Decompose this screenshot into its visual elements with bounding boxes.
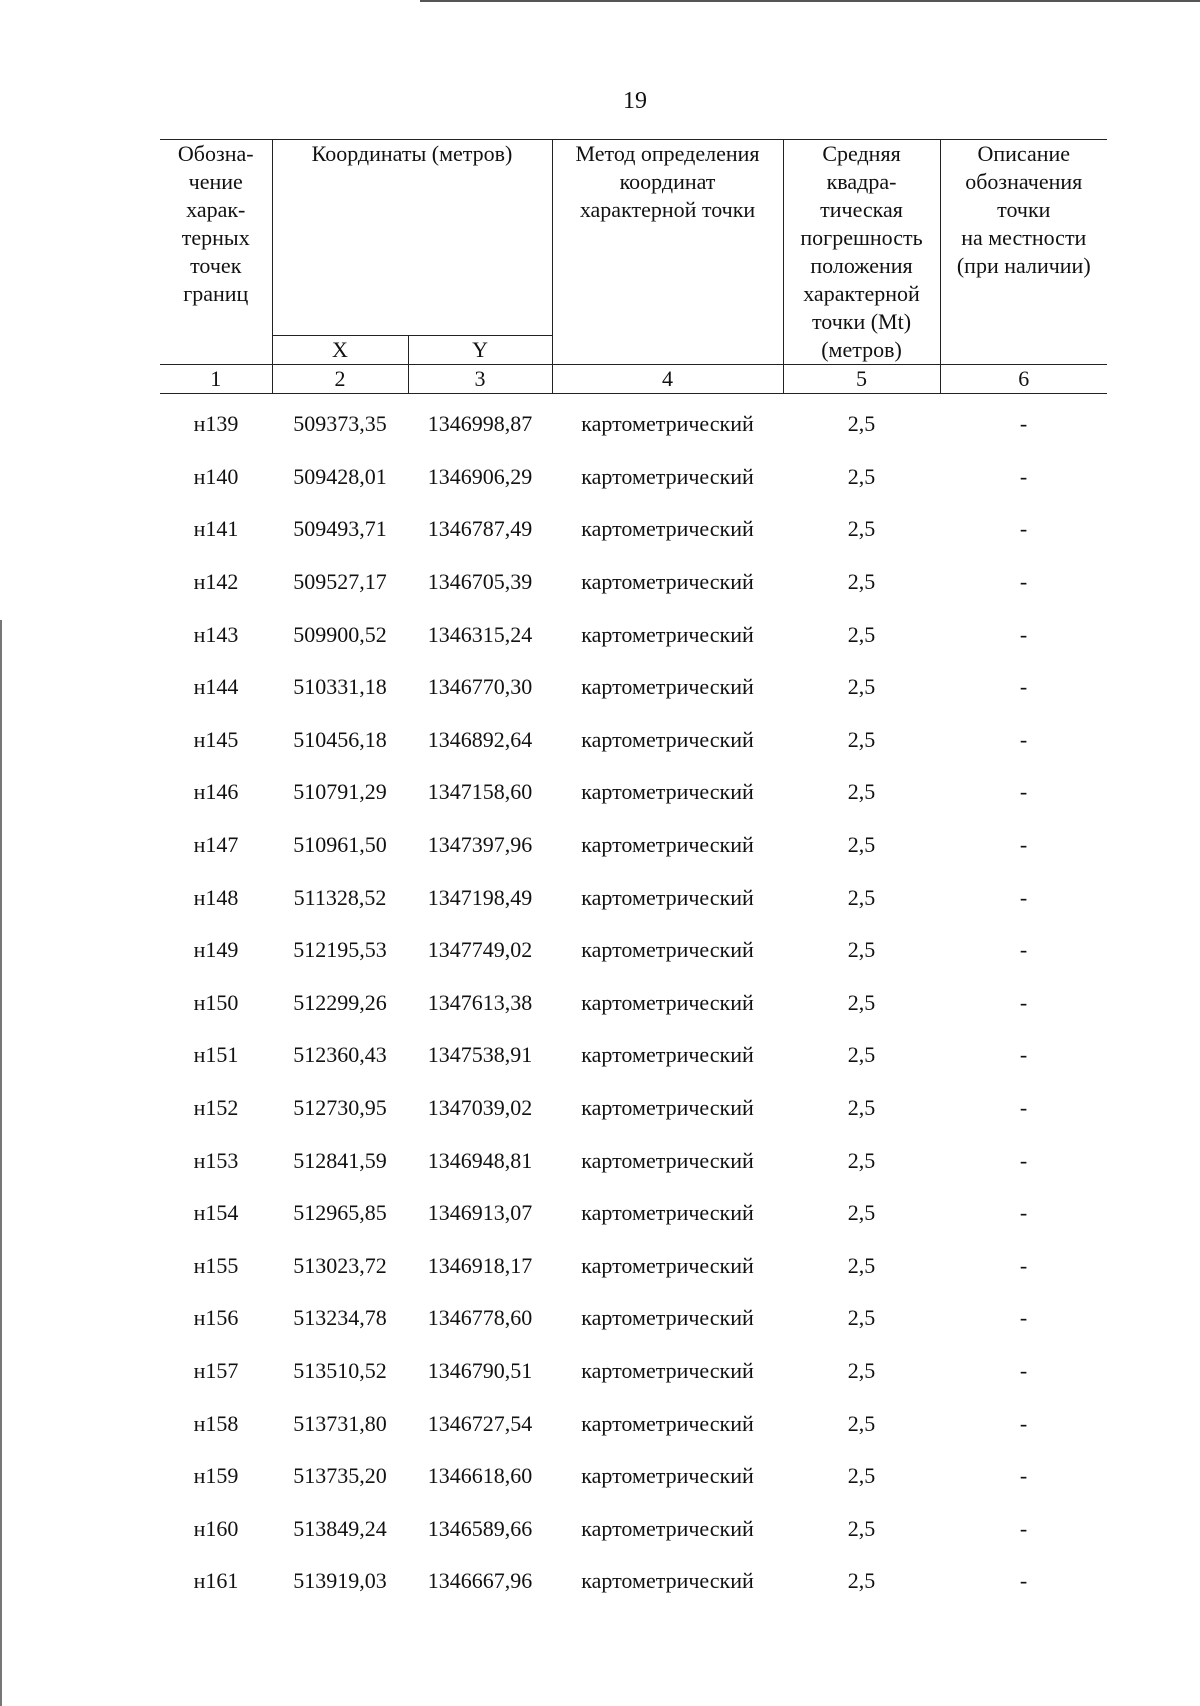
table-row [160, 1292, 1107, 1345]
header-method: Метод определения координат характерной точки [552, 140, 783, 365]
error-cell: 2,5 [847, 832, 876, 858]
method-cell: картометрический [581, 463, 754, 489]
column-number-1: 1 [160, 365, 272, 394]
description-cell: - [1019, 989, 1028, 1015]
table-row [160, 1240, 1107, 1293]
description-cell: - [1019, 937, 1028, 963]
x-coordinate-cell: 513510,52 [293, 1357, 387, 1383]
description-cell: - [1019, 1305, 1028, 1331]
method-cell: картометрический [581, 1147, 754, 1173]
point-designation-cell: н160 [193, 1515, 239, 1541]
description-cell: - [1019, 1095, 1028, 1121]
point-designation-cell: н159 [193, 1463, 239, 1489]
error-cell: 2,5 [847, 621, 876, 647]
table-row [160, 1187, 1107, 1240]
x-coordinate-cell: 512965,85 [293, 1200, 387, 1226]
y-coordinate-cell: 1346618,60 [427, 1463, 533, 1489]
point-designation-cell: н151 [193, 1042, 239, 1068]
x-coordinate-cell: 513234,78 [293, 1305, 387, 1331]
x-coordinate-cell: 513849,24 [293, 1515, 387, 1541]
table-row [160, 977, 1107, 1030]
x-coordinate-cell: 510456,18 [293, 726, 387, 752]
point-designation-cell: н158 [193, 1410, 239, 1436]
x-coordinate-cell: 509373,35 [293, 411, 387, 437]
description-cell: - [1019, 1252, 1028, 1278]
x-coordinate-cell: 513731,80 [293, 1410, 387, 1436]
table-row [160, 819, 1107, 872]
table-row [160, 1029, 1107, 1082]
method-cell: картометрический [581, 1515, 754, 1541]
error-cell: 2,5 [847, 1357, 876, 1383]
point-designation-cell: н156 [193, 1305, 239, 1331]
error-cell: 2,5 [847, 1410, 876, 1436]
error-cell: 2,5 [847, 1147, 876, 1173]
column-number-5: 5 [783, 365, 940, 394]
y-coordinate-cell: 1346589,66 [427, 1515, 533, 1541]
table-row [160, 1555, 1107, 1608]
point-designation-cell: н148 [193, 884, 239, 910]
description-cell: - [1019, 411, 1028, 437]
y-coordinate-cell: 1346948,81 [427, 1147, 533, 1173]
column-number-2: 2 [272, 365, 408, 394]
column-number-6: 6 [940, 365, 1107, 394]
point-designation-cell: н155 [193, 1252, 239, 1278]
description-cell: - [1019, 726, 1028, 752]
table-row [160, 714, 1107, 767]
y-coordinate-cell: 1346787,49 [427, 516, 533, 542]
description-cell: - [1019, 463, 1028, 489]
table-row [160, 451, 1107, 504]
y-coordinate-cell: 1347749,02 [427, 937, 533, 963]
x-coordinate-cell: 509493,71 [293, 516, 387, 542]
error-cell: 2,5 [847, 884, 876, 910]
point-designation-cell: н141 [193, 516, 239, 542]
table-row [160, 1450, 1107, 1503]
point-designation-cell: н142 [193, 569, 239, 595]
table-row [160, 1397, 1107, 1450]
x-coordinate-cell: 513735,20 [293, 1463, 387, 1489]
description-cell: - [1019, 1042, 1028, 1068]
y-coordinate-cell: 1346770,30 [427, 674, 533, 700]
y-coordinate-cell: 1346998,87 [427, 411, 533, 437]
method-cell: картометрический [581, 569, 754, 595]
description-cell: - [1019, 569, 1028, 595]
point-designation-cell: н150 [193, 989, 239, 1015]
table-row [160, 608, 1107, 661]
table-row [160, 1082, 1107, 1135]
method-cell: картометрический [581, 832, 754, 858]
point-designation-cell: н144 [193, 674, 239, 700]
method-cell: картометрический [581, 516, 754, 542]
table-row [160, 1345, 1107, 1398]
y-coordinate-cell: 1346918,17 [427, 1252, 533, 1278]
point-designation-cell: н145 [193, 726, 239, 752]
x-coordinate-cell: 511328,52 [293, 884, 387, 910]
point-designation-cell: н157 [193, 1357, 239, 1383]
method-cell: картометрический [581, 1200, 754, 1226]
method-cell: картометрический [581, 1463, 754, 1489]
table-row [160, 1502, 1107, 1555]
method-cell: картометрический [581, 726, 754, 752]
y-coordinate-cell: 1347538,91 [427, 1042, 533, 1068]
error-cell: 2,5 [847, 569, 876, 595]
point-designation-cell: н140 [193, 463, 239, 489]
x-coordinate-cell: 512360,43 [293, 1042, 387, 1068]
x-coordinate-cell: 512299,26 [293, 989, 387, 1015]
x-coordinate-cell: 512730,95 [293, 1095, 387, 1121]
table-row [160, 556, 1107, 609]
y-coordinate-cell: 1347397,96 [427, 832, 533, 858]
point-designation-cell: н139 [193, 411, 239, 437]
y-coordinate-cell: 1346705,39 [427, 569, 533, 595]
error-cell: 2,5 [847, 1095, 876, 1121]
x-coordinate-cell: 513023,72 [293, 1252, 387, 1278]
method-cell: картометрический [581, 884, 754, 910]
column-number-4: 4 [552, 365, 783, 394]
point-designation-cell: н147 [193, 832, 239, 858]
description-cell: - [1019, 884, 1028, 910]
point-designation-cell: н161 [193, 1568, 239, 1594]
y-coordinate-cell: 1347158,60 [427, 779, 533, 805]
description-cell: - [1019, 1200, 1028, 1226]
y-coordinate-cell: 1346892,64 [427, 726, 533, 752]
method-cell: картометрический [581, 1095, 754, 1121]
y-coordinate-cell: 1346906,29 [427, 463, 533, 489]
method-cell: картометрический [581, 621, 754, 647]
description-cell: - [1019, 1357, 1028, 1383]
page-number: 19 [623, 88, 647, 114]
y-coordinate-cell: 1347198,49 [427, 884, 533, 910]
point-designation-cell: н153 [193, 1147, 239, 1173]
description-cell: - [1019, 1463, 1028, 1489]
description-cell: - [1019, 1147, 1028, 1173]
method-cell: картометрический [581, 989, 754, 1015]
y-coordinate-cell: 1346778,60 [427, 1305, 533, 1331]
error-cell: 2,5 [847, 1252, 876, 1278]
method-cell: картометрический [581, 1305, 754, 1331]
x-coordinate-cell: 509527,17 [293, 569, 387, 595]
header-coordinates-group: Координаты (метров) [272, 140, 552, 336]
header-mean-square-error: Средняя квадра- тическая погрешность положения характерной точки (Mt) (метров) [783, 140, 940, 365]
point-designation-cell: н152 [193, 1095, 239, 1121]
error-cell: 2,5 [847, 726, 876, 752]
method-cell: картометрический [581, 411, 754, 437]
table-row [160, 661, 1107, 714]
point-designation-cell: н143 [193, 621, 239, 647]
point-designation-cell: н149 [193, 937, 239, 963]
y-coordinate-cell: 1347613,38 [427, 989, 533, 1015]
table-row [160, 1134, 1107, 1187]
y-coordinate-cell: 1346667,96 [427, 1568, 533, 1594]
x-coordinate-cell: 512841,59 [293, 1147, 387, 1173]
header-point-description: Описание обозначения точки на местности (при наличии) [940, 140, 1107, 365]
left-border-rule [0, 620, 2, 1706]
x-coordinate-cell: 509900,52 [293, 621, 387, 647]
table-row [160, 766, 1107, 819]
error-cell: 2,5 [847, 1042, 876, 1068]
error-cell: 2,5 [847, 1568, 876, 1594]
error-cell: 2,5 [847, 937, 876, 963]
x-coordinate-cell: 513919,03 [293, 1568, 387, 1594]
y-coordinate-cell: 1347039,02 [427, 1095, 533, 1121]
description-cell: - [1019, 674, 1028, 700]
error-cell: 2,5 [847, 779, 876, 805]
table-row [160, 924, 1107, 977]
point-designation-cell: н146 [193, 779, 239, 805]
top-border-rule [420, 0, 1200, 2]
x-coordinate-cell: 512195,53 [293, 937, 387, 963]
x-coordinate-cell: 510961,50 [293, 832, 387, 858]
description-cell: - [1019, 621, 1028, 647]
coordinates-table [160, 139, 1107, 1608]
header-point-designation: Обозна- чение харак- терных точек границ [160, 140, 272, 365]
y-coordinate-cell: 1346727,54 [427, 1410, 533, 1436]
method-cell: картометрический [581, 1042, 754, 1068]
error-cell: 2,5 [847, 674, 876, 700]
description-cell: - [1019, 832, 1028, 858]
error-cell: 2,5 [847, 1463, 876, 1489]
table-row [160, 503, 1107, 556]
y-coordinate-cell: 1346913,07 [427, 1200, 533, 1226]
error-cell: 2,5 [847, 1200, 876, 1226]
point-designation-cell: н154 [193, 1200, 239, 1226]
method-cell: картометрический [581, 1357, 754, 1383]
y-coordinate-cell: 1346790,51 [427, 1357, 533, 1383]
method-cell: картометрический [581, 674, 754, 700]
table-body [160, 394, 1107, 1608]
table-row [160, 871, 1107, 924]
method-cell: картометрический [581, 1410, 754, 1436]
method-cell: картометрический [581, 779, 754, 805]
method-cell: картометрический [581, 937, 754, 963]
method-cell: картометрический [581, 1568, 754, 1594]
x-coordinate-cell: 509428,01 [293, 463, 387, 489]
table-row [160, 394, 1107, 451]
error-cell: 2,5 [847, 463, 876, 489]
description-cell: - [1019, 516, 1028, 542]
x-coordinate-cell: 510331,18 [293, 674, 387, 700]
x-coordinate-cell: 510791,29 [293, 779, 387, 805]
description-cell: - [1019, 1568, 1028, 1594]
error-cell: 2,5 [847, 516, 876, 542]
error-cell: 2,5 [847, 989, 876, 1015]
error-cell: 2,5 [847, 411, 876, 437]
column-number-3: 3 [408, 365, 552, 394]
y-coordinate-cell: 1346315,24 [427, 621, 533, 647]
header-x: X [272, 336, 408, 365]
description-cell: - [1019, 779, 1028, 805]
description-cell: - [1019, 1515, 1028, 1541]
method-cell: картометрический [581, 1252, 754, 1278]
description-cell: - [1019, 1410, 1028, 1436]
header-y: Y [408, 336, 552, 365]
error-cell: 2,5 [847, 1305, 876, 1331]
error-cell: 2,5 [847, 1515, 876, 1541]
